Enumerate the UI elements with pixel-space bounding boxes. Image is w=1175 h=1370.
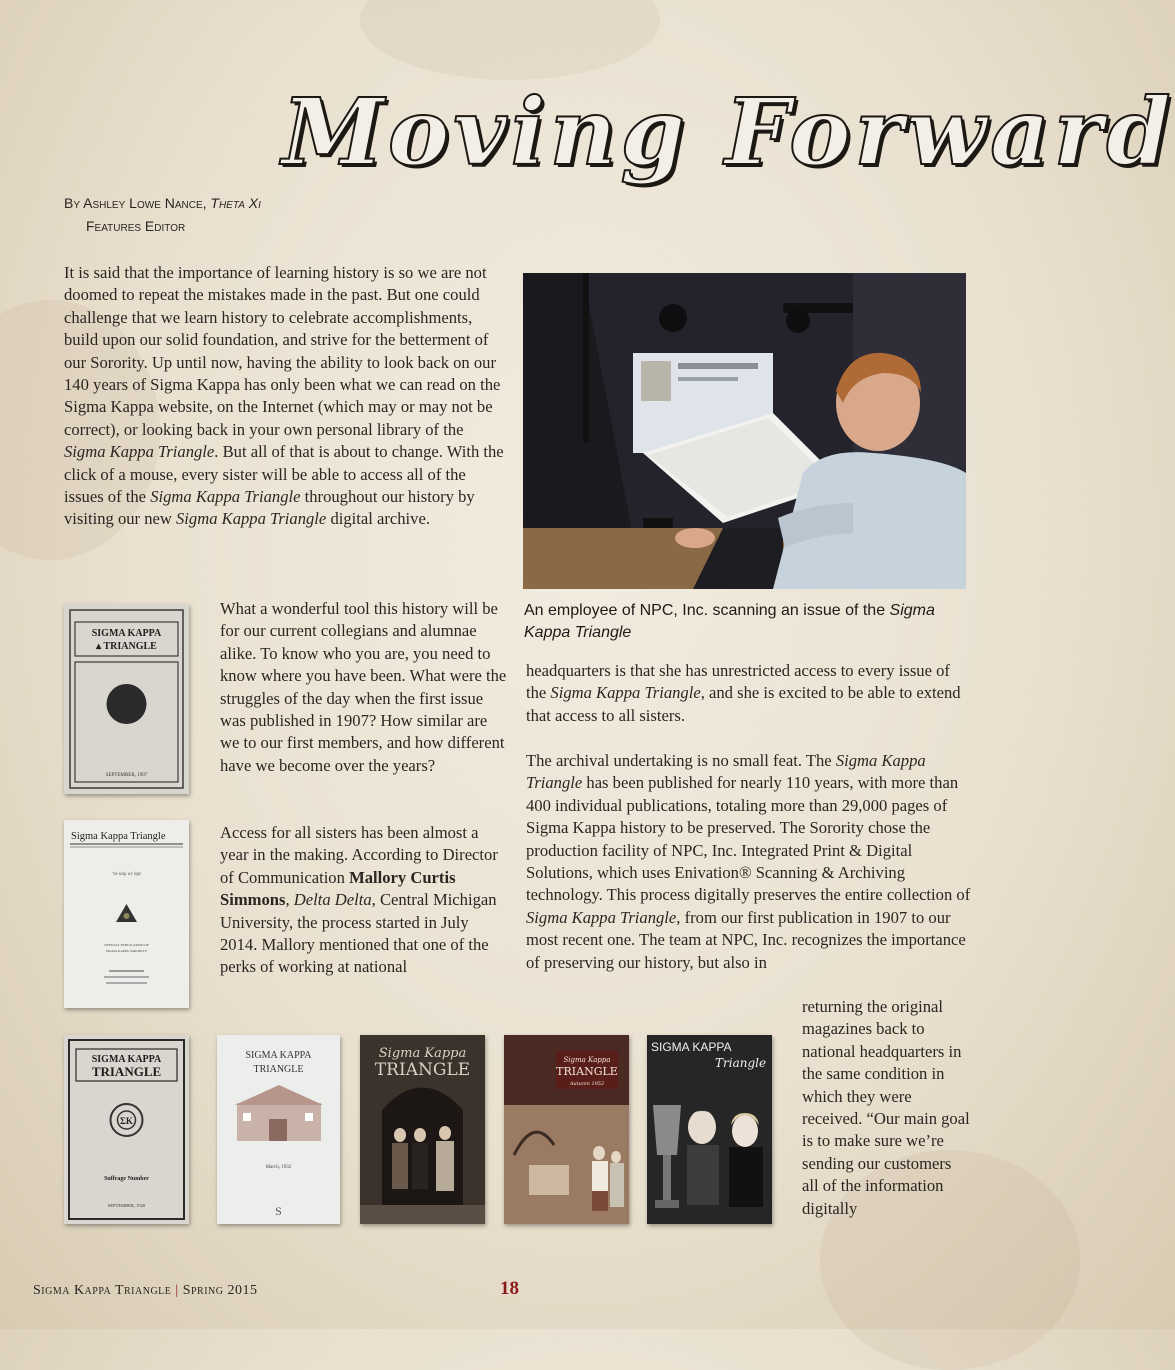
intro-text: digital archive. [326,509,430,529]
article-column-right-1 [526,660,971,727]
publication-name: Sigma Kappa Triangle [176,509,327,529]
article-column-mid-1 [220,598,510,777]
paragraph-text: , from our first publication in 1907 to our most recent one. The team at NPC, Inc. recognizes the importance of preserving our history, but also in [526,907,966,972]
cover-1952-date: Autumn 1952 [569,1081,605,1087]
footer-separator: | [175,1283,179,1298]
cover-1932-art [217,1035,340,1224]
author-name: Ashley Lowe Nance [83,195,203,211]
cover-1907 [64,604,189,794]
cover-women-archway-art [360,1035,485,1224]
publication-name: Sigma Kappa Triangle [64,442,215,462]
paper-stain [360,0,660,80]
cover-1952 [504,1035,629,1224]
author-chapter: Theta Xi [210,195,261,211]
svg-text:TRIANGLE: TRIANGLE [374,1060,471,1080]
svg-text:ΣΚ: ΣΚ [120,1116,133,1126]
cover-trophy-art [647,1035,772,1224]
paragraph-text: has been published for nearly 110 years, with more than 400 individual publications, totaling more than 29,000 pages of Sigma Kappa history to be preserved. The Sorority chose the production facility of NPC, Inc. Integrated Print & Digital Solutions, which uses Enivation® Scanning & Archiving technology. This process digitally preserves the entire collection of [526,773,971,905]
paragraph-text: , Central Michigan University, the process started in July 2014. Mallory mentioned that one of the perks of working at national [220,890,497,977]
cover-suffrage [64,1035,189,1224]
author-role: Features Editor [86,218,186,234]
person-name: Mallory Curtis Simmons [220,867,456,910]
cover-trophy [647,1035,772,1224]
person-chapter: Delta Delta [293,890,372,910]
scanning-photo [523,273,966,589]
article-column-right-3 [802,996,972,1220]
cover-1932-date: March, 1932 [265,1165,292,1170]
svg-text:▴ TRIANGLE: ▴ TRIANGLE [96,641,157,652]
publication-name: Sigma Kappa Triangle [150,487,301,507]
svg-text:SIGMA KAPPA SORORITY: SIGMA KAPPA SORORITY [105,949,148,953]
intro-text: . But all of that is about to change. With the click of a mouse, every sister will be able to access all of the issues of the [64,442,504,507]
scanning-photo-illustration [523,273,966,589]
footer-issue: Spring 2015 [182,1283,258,1298]
publication-name: Sigma Kappa Triangle [526,751,926,793]
cover-1907-date: SEPTEMBER, 1907 [105,773,148,778]
article-intro [64,262,504,531]
paragraph-text: Access for all sisters has been almost a year in the making. According to Director of Communication [220,823,498,887]
footer-publication: Sigma Kappa Triangle [33,1283,172,1298]
cover-trophy-title: SIGMA KAPPA [651,1040,732,1054]
article-column-right-2 [526,750,971,974]
svg-text:OFFICIAL PUBLICATION OF: OFFICIAL PUBLICATION OF [104,943,149,947]
paragraph-text: , and she is excited to be able to extend that access to all sisters. [526,683,961,725]
cover-1952-art [504,1035,629,1224]
svg-text:TRIANGLE: TRIANGLE [556,1065,618,1078]
svg-text:TRIANGLE: TRIANGLE [253,1064,304,1075]
cover-official [64,820,189,1008]
svg-text:S: S [275,1204,282,1218]
cover-suffrage-date: SEPTEMBER, 1920 [107,1203,146,1208]
byline-prefix: By [64,195,81,211]
cover-suffrage-issue: Suffrage Number [104,1176,149,1182]
caption-publication: Sigma Kappa Triangle [524,602,935,641]
cover-trophy-script: Triangle [715,1056,767,1070]
cover-official-title: Sigma Kappa Triangle [71,831,166,842]
byline: By Ashley Lowe Nance, Theta Xi [64,195,261,211]
page-number: 18 [500,1278,519,1299]
intro-text: throughout our history by visiting our new [64,487,475,529]
article-column-mid-2: Access for all sisters has been almost a year in the making. According to Director of Communication Mallory Curtis Simmons, Delta Delta, Central Michigan University, the process started in July 2014. Mallory mentioned that one of the perks of working at national [220,823,498,977]
svg-text:SIGMA KAPPA: SIGMA KAPPA [91,1054,162,1065]
paragraph: What a wonderful tool this history will be for our current collegians and alumnae alike. To know who you are, you need to know where you have been. What were the struggles of the day when the first issue was published in 1907? How similar are we to our first members, and how different have we become over the years? [220,599,507,775]
page-footer [33,1283,258,1299]
cover-official-art [64,820,189,1008]
paragraph-text: headquarters is that she has unrestricted access to every issue of the [526,661,950,703]
publication-name: Sigma Kappa Triangle [526,907,677,927]
caption-text: An employee of NPC, Inc. scanning an issue of the [524,602,890,619]
svg-text:SIGMA KAPPA: SIGMA KAPPA [91,628,162,639]
cover-suffrage-art [64,1035,189,1224]
intro-text: It is said that the importance of learning history is so we are not doomed to repeat the mistakes made in the past. But one could challenge that we learn history to celebrate accomplishments, build upon our solid foundation, and strive for the betterment of our Sorority. Up until now, having the ability to look back on our 140 years of Sigma Kappa has only been what we can read on the Sigma Kappa website, on the Internet (which may or may not be correct), or looking back in your own personal library of the [64,263,501,439]
svg-text:TRIANGLE: TRIANGLE [91,1064,162,1079]
page-title: Moving Forward [282,78,1175,186]
svg-text:Sigma Kappa: Sigma Kappa [378,1046,467,1061]
paragraph: returning the original magazines back to national headquarters in the same condition in which they were received. “Our main goal is to make sure we’re sending our customers all of the information digitally [802,997,970,1218]
cover-women-archway [360,1035,485,1224]
svg-text:Sigma Kappa: Sigma Kappa [563,1056,611,1064]
paragraph-text: The archival undertaking is no small feat. The [526,751,836,770]
photo-caption [524,600,964,644]
svg-text:ʹτα κάμ ϰε ἀρε: ʹτα κάμ ϰε ἀρε [111,872,142,877]
cover-1907-art [64,604,189,794]
cover-1932 [217,1035,340,1224]
svg-text:SIGMA KAPPA: SIGMA KAPPA [245,1050,312,1061]
publication-name: Sigma Kappa Triangle [550,683,701,703]
